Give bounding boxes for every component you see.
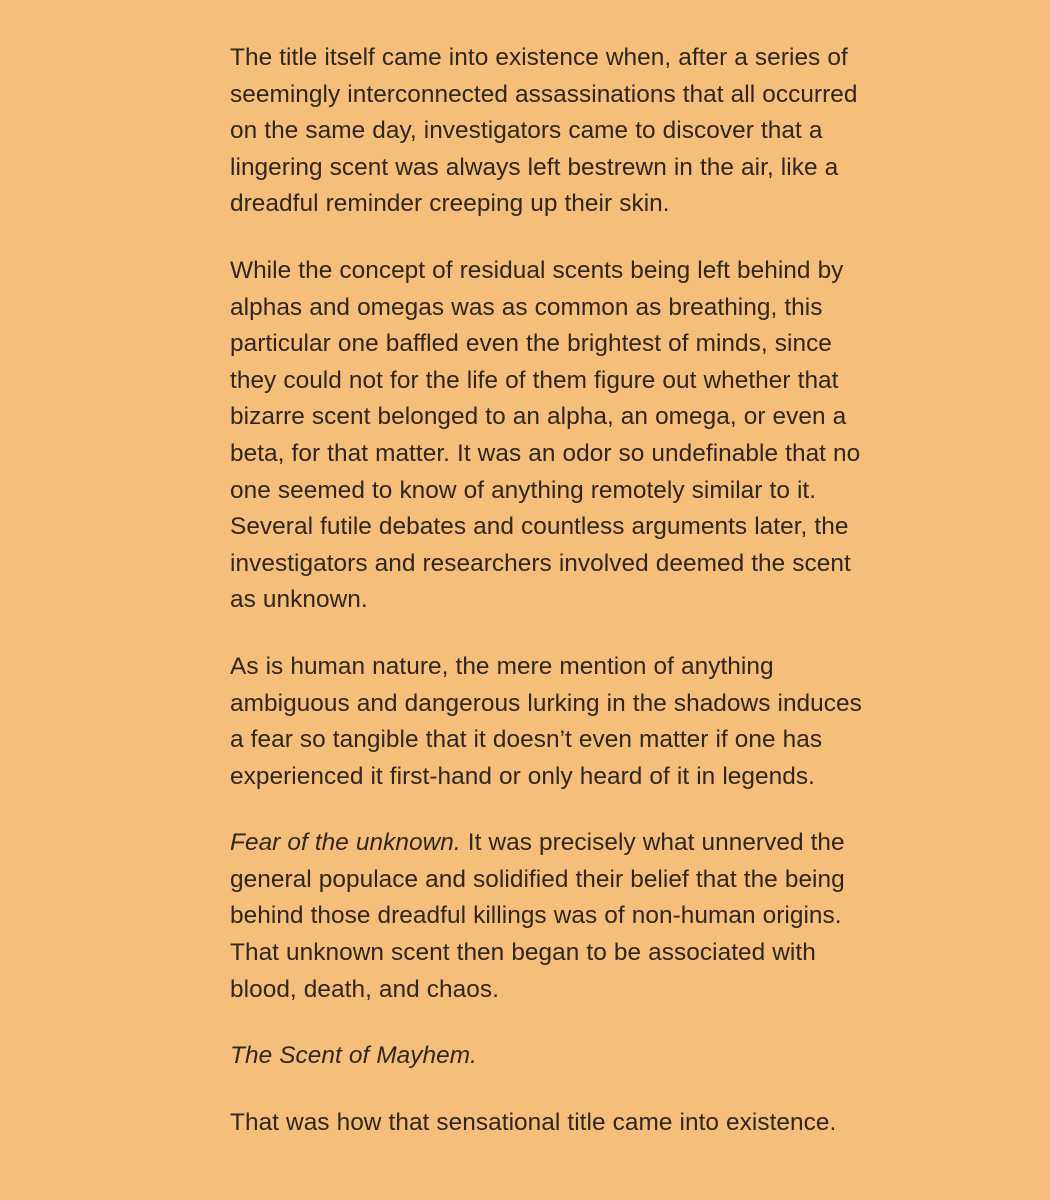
paragraph-4	[230, 825, 870, 1008]
paragraph-5-italic: The Scent of Mayhem.	[230, 1042, 477, 1070]
paragraph-5	[230, 1038, 870, 1075]
paragraph-6: That was how that sensational title came into existence.	[230, 1108, 837, 1136]
paragraph-4-italic: Fear of the unknown.	[230, 829, 461, 857]
paragraph-3: As is human nature, the mere mention of anything ambiguous and dangerous lurking in the shadows induces a fear so tangible that it doesn’t even matter if one has experienced it first-hand or only heard of it in legends.	[230, 652, 862, 790]
paragraph-2: While the concept of residual scents being left behind by alphas and omegas was as common as breathing, this particular one baffled even the brightest of minds, since they could not for the life of them figure out whether that bizarre scent belonged to an alpha, an omega, or even a beta, for that matter. It was an odor so undefinable that no one seemed to know of anything remotely similar to it. Several futile debates and countless arguments later, the investigators and researchers involved deemed the scent as unknown.	[230, 256, 861, 614]
paragraph-1: The title itself came into existence when, after a series of seemingly interconnected assassinations that all occurred on the same day, investigators came to discover that a lingering scent was always left bestrewn in the air, like a dreadful reminder creeping up their skin.	[230, 44, 858, 218]
story-text	[230, 40, 870, 1171]
paragraph-4-rest: It was precisely what unnerved the general populace and solidified their belief that the being behind those dreadful killings was of non-human origins. That unknown scent then began to be associated with blood, death, and chaos.	[230, 829, 845, 1003]
